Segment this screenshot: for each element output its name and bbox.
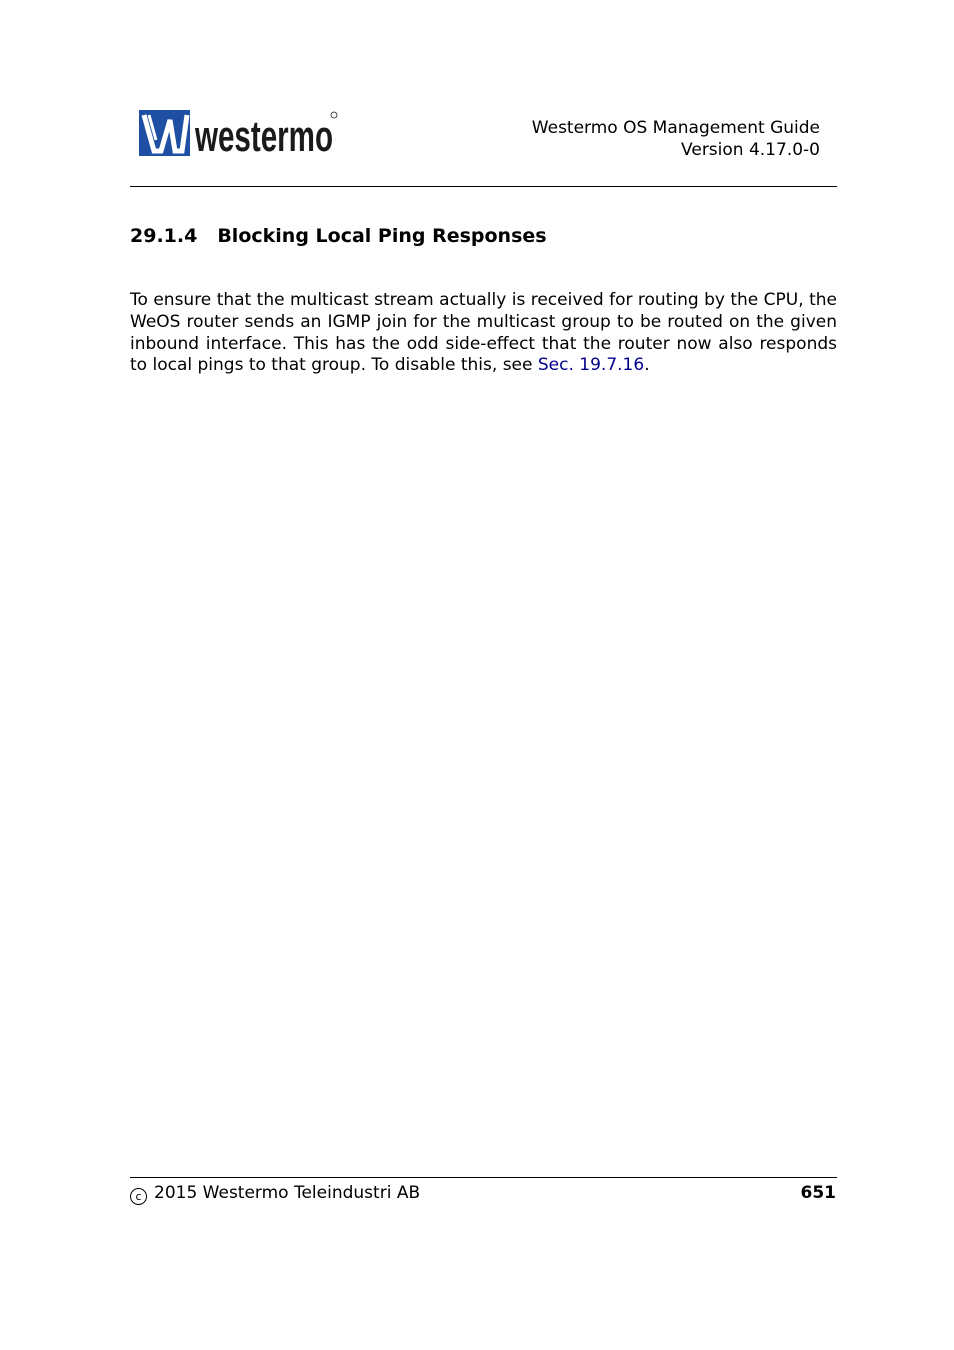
body-paragraph <box>130 290 837 377</box>
header-divider <box>130 186 837 187</box>
westermo-logo <box>139 110 339 161</box>
section-heading <box>130 225 547 247</box>
logo-wordmark: westermo <box>194 112 333 161</box>
section-number: 29.1.4 <box>130 225 198 247</box>
footer-divider <box>130 1177 837 1178</box>
copyright-icon: c <box>130 1188 147 1205</box>
guide-version: Version 4.17.0-0 <box>681 140 820 160</box>
copyright-text: 2015 Westermo Teleindustri AB <box>154 1183 421 1203</box>
section-reference-link[interactable]: Sec. 19.7.16 <box>537 355 645 376</box>
section-title: Blocking Local Ping Responses <box>217 225 547 247</box>
paragraph-end: . <box>644 355 650 376</box>
footer-copyright <box>130 1183 420 1205</box>
page-number: 651 <box>800 1183 836 1203</box>
westermo-logo-graphic <box>139 110 339 161</box>
paragraph-text: To ensure that the multicast stream actually is received for routing by the CPU, the WeOS router sends an IGMP join for the multicast group to be routed on the given inbound interface. This has the odd side-effect that the router now also responds to local pings to that group. To disable this, see <box>130 290 837 376</box>
document-header <box>532 117 820 161</box>
guide-title: Westermo OS Management Guide <box>531 118 820 138</box>
